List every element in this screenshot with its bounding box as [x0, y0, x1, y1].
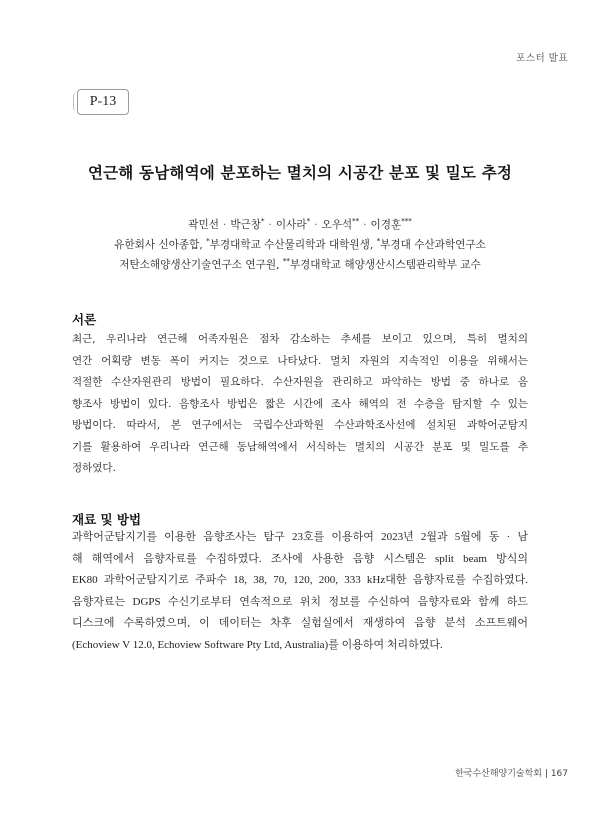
poster-code: P-13 [89, 94, 117, 109]
paragraph-line: 정하였다. [72, 462, 116, 474]
author-separator: · [363, 219, 367, 231]
introduction-paragraph [72, 329, 528, 480]
affiliation-text: 부경대학교 해양생산시스템관리학부 교수 [289, 259, 481, 271]
affiliation-mark: ** [282, 257, 290, 266]
author-name: 박근창 [230, 219, 262, 231]
paragraph-line: 디스크에 수록하였으며, 이 데이터는 차후 실험실에서 재생하여 음향 분석 소프트웨어 [72, 617, 528, 629]
author-name: 이사라 [275, 219, 307, 231]
author-name: 이경훈 [370, 219, 402, 231]
author-mark: * [261, 217, 265, 226]
author-separator: · [222, 219, 227, 231]
paragraph-line: 방법이다. 따라서, 본 연구에서는 국립수산과학원 수산과학조사선에 설치된 과학어군탐지 [72, 419, 528, 431]
author-separator: · [268, 219, 272, 231]
page-footer [455, 766, 568, 779]
paragraph-line: EK80 과학어군탐지기로 주파수 18, 38, 70, 120, 200, 333 kHz대한 음향자료를 수집하였다. [72, 574, 528, 586]
author-list [0, 217, 600, 232]
section-heading-methods: 재료 및 방법 [72, 512, 142, 527]
affiliation-line [0, 257, 600, 272]
paragraph-line: (Echoview V 12.0, Echoview Software Pty Ltd, Australia)를 이용하여 처리하였다. [72, 638, 443, 651]
affiliation-text: 저탄소해양생산기술연구소 연구원, [119, 259, 283, 271]
affiliation-text: 부경대 수산과학연구소 [380, 239, 486, 251]
author-mark: *** [401, 217, 412, 226]
author-name: 오우석 [321, 219, 353, 231]
author-mark: * [306, 217, 311, 226]
paragraph-line: 향조사 방법이 있다. 음향조사 방법은 짧은 시간에 조사 해역의 전 수층을 탐지할 수 있는 [72, 397, 528, 410]
paragraph-line: 과학어군탐지기를 이용한 음향조사는 탐구 23호를 이용하여 2023년 2월과 5월에 동 · 남 [72, 531, 528, 543]
affiliation-mark: * [206, 237, 210, 246]
paragraph-line: 음향자료는 DGPS 수신기로부터 연속적으로 위치 정보를 수신하여 음향자료와 함께 하드 [72, 595, 528, 608]
paragraph-line: 연간 어획량 변동 폭이 커지는 것으로 나타났다. 멸치 자원의 지속적인 이용을 위해서는 [72, 354, 528, 367]
author-separator: · [314, 219, 318, 231]
methods-paragraph [72, 527, 528, 656]
poster-code-badge [77, 89, 129, 115]
author-mark: ** [352, 217, 360, 226]
paper-title: 연근해 동남해역에 분포하는 멸치의 시공간 분포 및 밀도 추정 [87, 163, 513, 182]
footer-separator: | [544, 769, 548, 779]
paragraph-line: 기를 활용하여 우리나라 연근해 동남해역에서 서식하는 멸치의 시공간 분포 및 밀도를 추 [72, 440, 528, 453]
affiliation-text: 유한회사 신아종합, [114, 239, 207, 251]
affiliation-text: 부경대학교 수산물리학과 대학원생, [209, 239, 377, 251]
paragraph-line: 해 해역에서 음향자료를 수집하였다. 조사에 사용한 음향 시스템은 split beam 방식의 [72, 552, 528, 565]
section-heading-introduction: 서론 [72, 312, 97, 327]
paragraph-line: 최근, 우리나라 연근해 어족자원은 점차 감소하는 추세를 보이고 있으며, 특히 멸치의 [72, 333, 528, 345]
paragraph-line: 적절한 수산자원관리 방법이 필요하다. 수산자원을 관리하고 파악하는 방법 중 하나로 음 [72, 376, 528, 388]
page-number: 167 [550, 769, 568, 779]
journal-name: 한국수산해양기술학회 [455, 769, 543, 779]
author-name: 곽민선 [188, 219, 219, 231]
affiliation-line [0, 237, 600, 252]
affiliation-mark: * [376, 237, 381, 246]
section-label: 포스터 발표 [516, 53, 568, 64]
